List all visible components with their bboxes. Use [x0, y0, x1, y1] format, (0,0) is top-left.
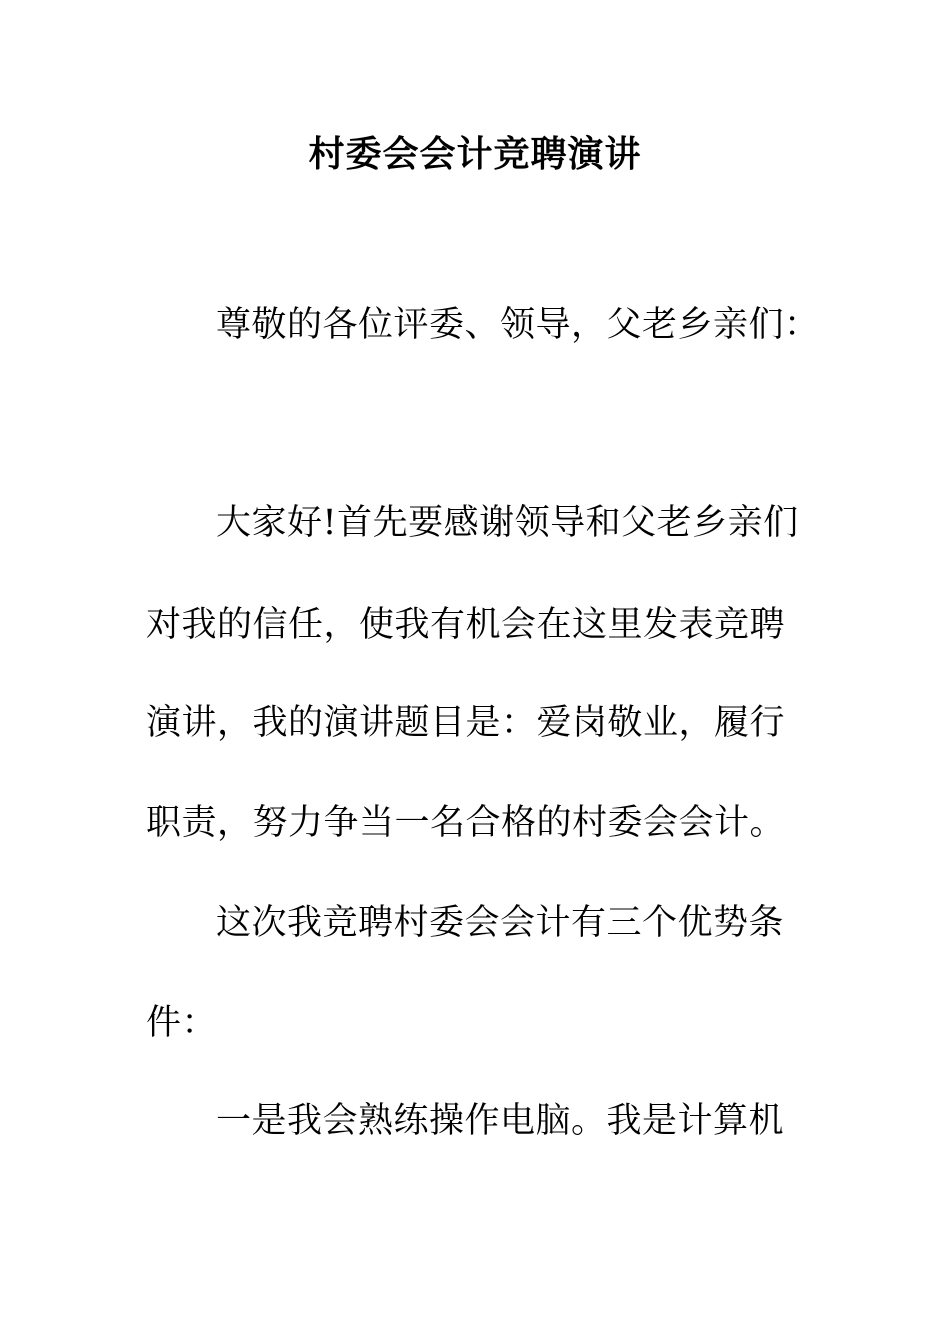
- paragraph-line: 职责，努力争当一名合格的村委会会计。: [146, 803, 786, 843]
- paragraph-line: 大家好!首先要感谢领导和父老乡亲们: [216, 503, 799, 543]
- paragraph-line: 演讲，我的演讲题目是：爱岗敬业，履行: [146, 703, 786, 743]
- salutation-line: 尊敬的各位评委、领导，父老乡亲们：: [216, 305, 820, 345]
- document-title: 村委会会计竞聘演讲: [308, 133, 642, 175]
- paragraph-line: 对我的信任，使我有机会在这里发表竞聘: [146, 605, 786, 645]
- paragraph-line: 件：: [146, 1003, 218, 1043]
- paragraph-line: 这次我竞聘村委会会计有三个优势条: [216, 903, 785, 943]
- paragraph-line: 一是我会熟练操作电脑。我是计算机: [216, 1101, 785, 1141]
